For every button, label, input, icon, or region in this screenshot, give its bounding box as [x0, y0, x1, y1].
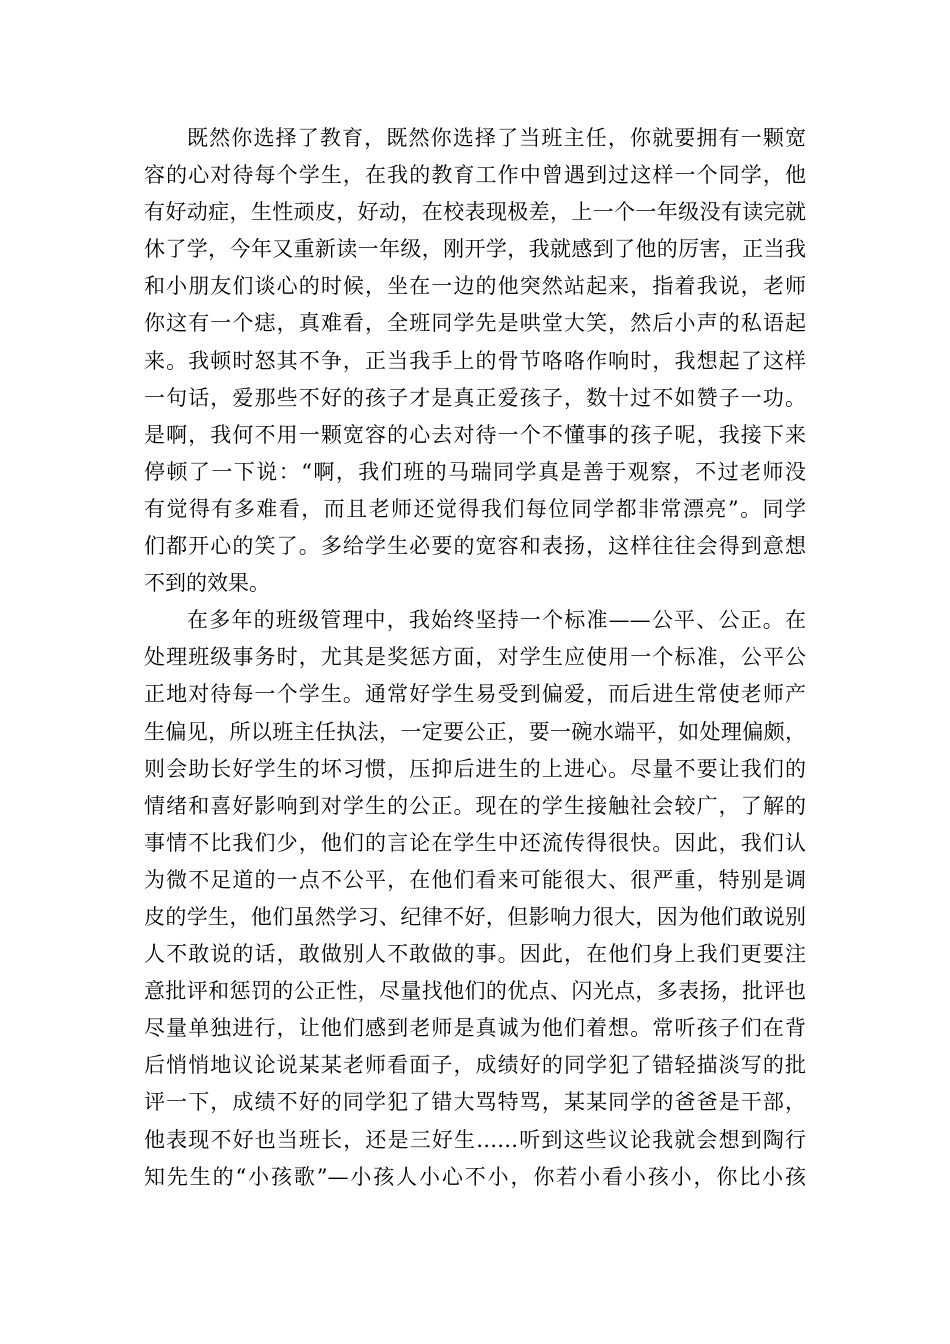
body-text: [144, 120, 806, 1196]
text-line: 休了学，今年又重新读一年级，刚开学，我就感到了他的厉害，正当我: [144, 237, 806, 262]
text-line: 不到的效果。: [144, 571, 270, 596]
text-line: 皮的学生，他们虽然学习、纪律不好，但影响力很大，因为他们敢说别: [144, 904, 806, 929]
text-line: 一句话，爱那些不好的孩子才是真正爱孩子，数十过不如赞子一功。: [144, 385, 806, 410]
text-line: 他表现不好也当班长，还是三好生……听到这些议论我就会想到陶行: [144, 1127, 806, 1152]
text-line: 你这有一个痣，真难看，全班同学先是哄堂大笑，然后小声的私语起: [144, 311, 806, 336]
text-line: 和小朋友们谈心的时候，坐在一边的他突然站起来，指着我说，老师: [144, 274, 806, 299]
text-line: 情绪和喜好影响到对学生的公正。现在的学生接触社会较广，了解的: [144, 793, 806, 818]
text-line: 尽量单独进行，让他们感到老师是真诚为他们着想。常听孩子们在背: [144, 1016, 806, 1041]
text-line: 停顿了一下说：“啊，我们班的马瑞同学真是善于观察，不过老师没: [144, 459, 806, 484]
text-line: 人不敢说的话，敢做别人不敢做的事。因此，在他们身上我们更要注: [144, 942, 806, 967]
text-line: 是啊，我何不用一颗宽容的心去对待一个不懂事的孩子呢，我接下来: [144, 422, 806, 447]
text-line: 则会助长好学生的坏习惯，压抑后进生的上进心。尽量不要让我们的: [144, 756, 806, 781]
paragraph-2: [144, 602, 806, 1196]
text-line: 意批评和惩罚的公正性，尽量找他们的优点、闪光点，多表扬，批评也: [144, 979, 806, 1004]
text-line: 容的心对待每个学生，在我的教育工作中曾遇到过这样一个同学，他: [144, 163, 806, 188]
text-line: 有好动症，生性顽皮，好动，在校表现极差，上一个一年级没有读完就: [144, 200, 806, 225]
text-line: 在多年的班级管理中，我始终坚持一个标准——公平、公正。在: [187, 608, 806, 633]
text-line: 正地对待每一个学生。通常好学生易受到偏爱，而后进生常使老师产: [144, 682, 806, 707]
paragraph-1: [144, 120, 806, 602]
text-line: 知先生的“小孩歌”—小孩人小心不小，你若小看小孩小，你比小孩: [144, 1164, 806, 1189]
text-line: 有觉得有多难看，而且老师还觉得我们每位同学都非常漂亮”。同学: [144, 496, 806, 521]
text-line: 后悄悄地议论说某某老师看面子，成绩好的同学犯了错轻描淡写的批: [144, 1053, 806, 1078]
text-line: 为微不足道的一点不公平，在他们看来可能很大、很严重，特别是调: [144, 867, 806, 892]
text-line: 来。我顿时怒其不争，正当我手上的骨节咯咯作响时，我想起了这样: [144, 348, 806, 373]
text-line: 处理班级事务时，尤其是奖惩方面，对学生应使用一个标准，公平公: [144, 645, 806, 670]
text-line: 事情不比我们少，他们的言论在学生中还流传得很快。因此，我们认: [144, 830, 806, 855]
text-line: 生偏见，所以班主任执法，一定要公正，要一碗水端平，如处理偏颇，: [144, 719, 806, 744]
text-line: 既然你选择了教育，既然你选择了当班主任，你就要拥有一颗宽: [187, 126, 806, 150]
text-line: 们都开心的笑了。多给学生必要的宽容和表扬，这样往往会得到意想: [144, 534, 806, 559]
text-line: 评一下，成绩不好的同学犯了错大骂特骂，某某同学的爸爸是干部，: [144, 1090, 806, 1115]
